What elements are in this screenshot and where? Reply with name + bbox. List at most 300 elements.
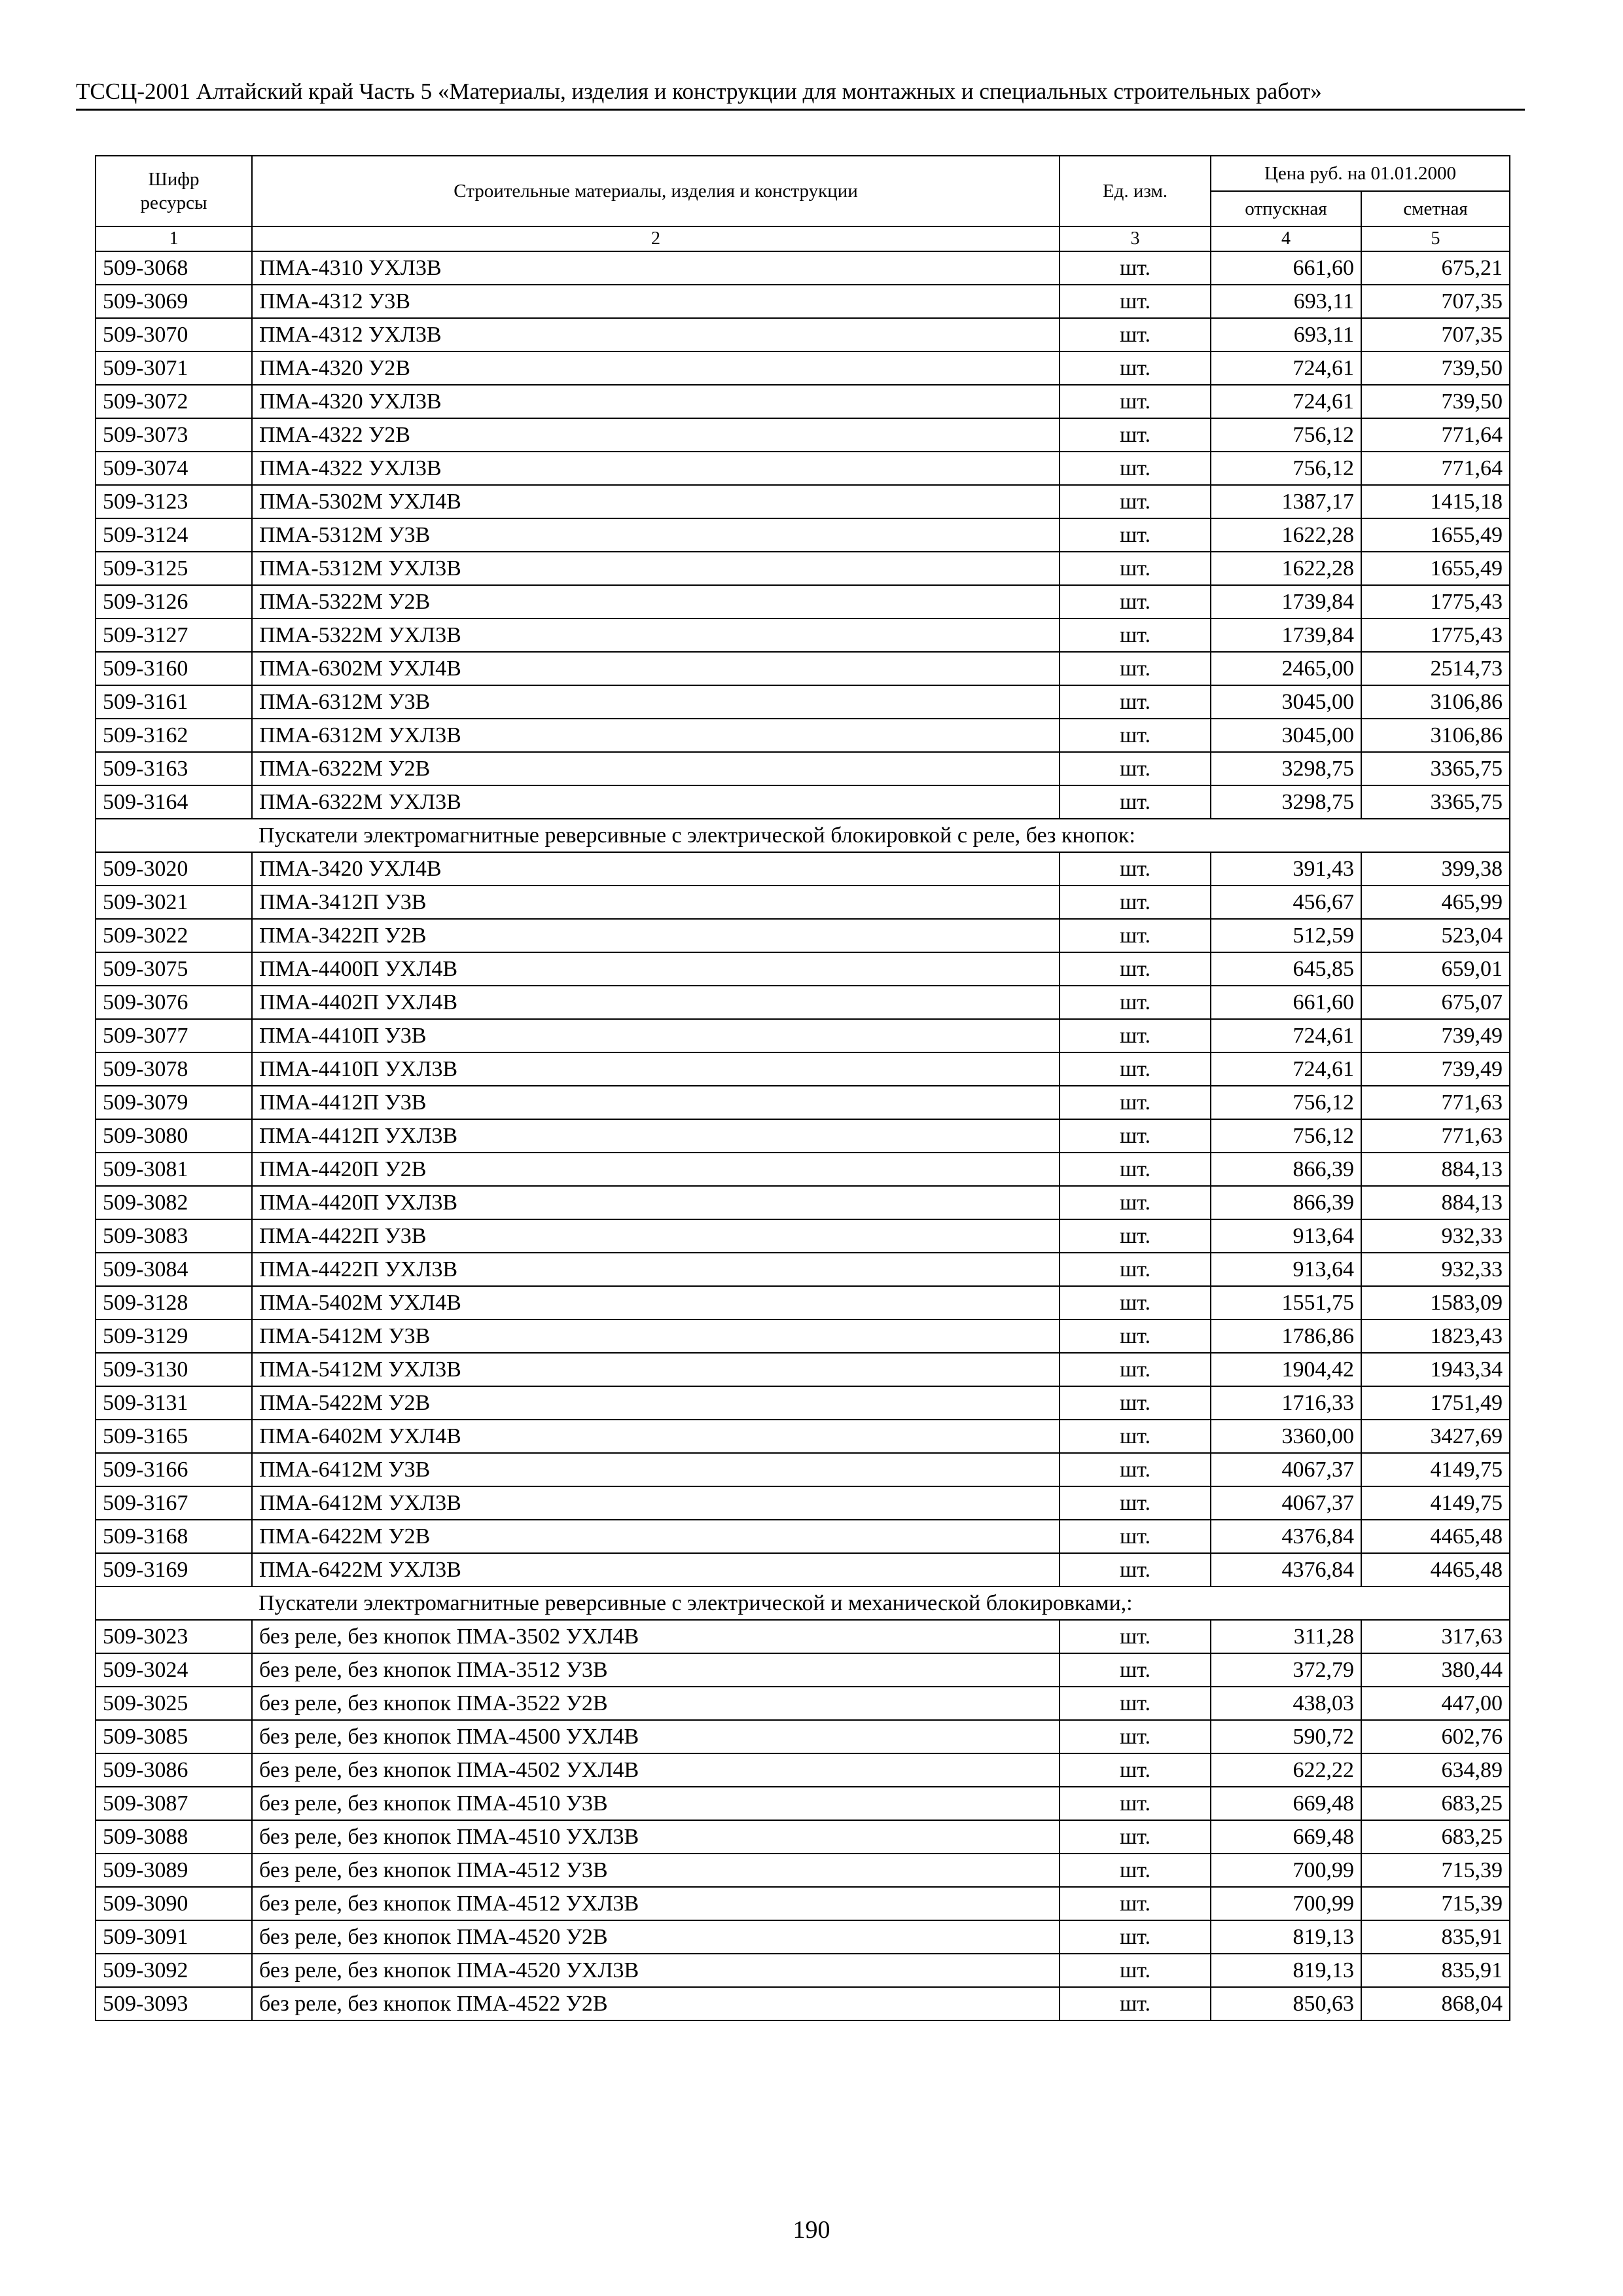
table-row: [96, 485, 1510, 518]
unit-cell: шт.: [1060, 1653, 1211, 1687]
material-name: без реле, без кнопок ПМА-4522 У2В: [252, 1987, 1060, 2020]
unit-cell: шт.: [1060, 919, 1211, 952]
col-header-price-estimate: сметная: [1361, 191, 1510, 226]
price-estimate: 932,33: [1361, 1253, 1510, 1286]
price-estimate: 683,25: [1361, 1787, 1510, 1820]
resource-code: 509-3086: [96, 1753, 252, 1787]
price-release: 1716,33: [1211, 1386, 1361, 1420]
table-row: [96, 1954, 1510, 1987]
table-row: [96, 1219, 1510, 1253]
price-release: 3298,75: [1211, 785, 1361, 819]
price-table: [95, 155, 1510, 2021]
price-estimate: 932,33: [1361, 1219, 1510, 1253]
table-row: [96, 1620, 1510, 1653]
price-estimate: 1775,43: [1361, 585, 1510, 619]
material-name: ПМА-5412М У3В: [252, 1319, 1060, 1353]
resource-code: 509-3020: [96, 852, 252, 886]
table-row: [96, 1286, 1510, 1319]
material-name: ПМА-4320 У2В: [252, 351, 1060, 385]
material-name: ПМА-4410П У3В: [252, 1019, 1060, 1052]
price-release: 669,48: [1211, 1820, 1361, 1854]
resource-code: 509-3088: [96, 1820, 252, 1854]
price-estimate: 884,13: [1361, 1186, 1510, 1219]
unit-cell: шт.: [1060, 485, 1211, 518]
col-header-code: Шифр ресурсы: [96, 156, 252, 226]
resource-code: 509-3084: [96, 1253, 252, 1286]
table-row: [96, 351, 1510, 385]
price-release: 4067,37: [1211, 1453, 1361, 1486]
price-estimate: 1943,34: [1361, 1353, 1510, 1386]
resource-code: 509-3023: [96, 1620, 252, 1653]
resource-code: 509-3091: [96, 1920, 252, 1954]
table-row: [96, 1086, 1510, 1119]
price-release: 3298,75: [1211, 752, 1361, 785]
price-release: 700,99: [1211, 1854, 1361, 1887]
price-estimate: 739,50: [1361, 351, 1510, 385]
resource-code: 509-3070: [96, 318, 252, 351]
page-number: 190: [793, 2216, 830, 2244]
price-estimate: 675,21: [1361, 251, 1510, 285]
unit-cell: шт.: [1060, 585, 1211, 619]
material-name: ПМА-6402М УХЛ4В: [252, 1420, 1060, 1453]
table-row: [96, 1653, 1510, 1687]
material-name: без реле, без кнопок ПМА-4510 УХЛ3В: [252, 1820, 1060, 1854]
resource-code: 509-3161: [96, 685, 252, 719]
resource-code: 509-3083: [96, 1219, 252, 1253]
section-heading: Пускатели электромагнитные реверсивные с электрической блокировкой с реле, без кнопок:: [96, 819, 1510, 852]
material-name: ПМА-4312 УХЛ3В: [252, 318, 1060, 351]
price-release: 700,99: [1211, 1887, 1361, 1920]
unit-cell: шт.: [1060, 251, 1211, 285]
material-name: ПМА-4420П УХЛ3В: [252, 1186, 1060, 1219]
price-release: 756,12: [1211, 1086, 1361, 1119]
price-release: 913,64: [1211, 1219, 1361, 1253]
col-number: 5: [1361, 226, 1510, 251]
resource-code: 509-3085: [96, 1720, 252, 1753]
price-estimate: 1655,49: [1361, 552, 1510, 585]
resource-code: 509-3024: [96, 1653, 252, 1687]
unit-cell: шт.: [1060, 1153, 1211, 1186]
table-row: [96, 619, 1510, 652]
table-row: [96, 1386, 1510, 1420]
price-release: 819,13: [1211, 1920, 1361, 1954]
price-estimate: 739,49: [1361, 1052, 1510, 1086]
resource-code: 509-3165: [96, 1420, 252, 1453]
price-release: 4067,37: [1211, 1486, 1361, 1520]
price-release: 1904,42: [1211, 1353, 1361, 1386]
material-name: ПМА-4322 У2В: [252, 418, 1060, 452]
table-row: [96, 1720, 1510, 1753]
material-name: без реле, без кнопок ПМА-4502 УХЛ4В: [252, 1753, 1060, 1787]
material-name: ПМА-4412П У3В: [252, 1086, 1060, 1119]
unit-cell: шт.: [1060, 1052, 1211, 1086]
material-name: ПМА-5402М УХЛ4В: [252, 1286, 1060, 1319]
material-name: ПМА-3422П У2В: [252, 919, 1060, 952]
resource-code: 509-3076: [96, 986, 252, 1019]
material-name: ПМА-6322М У2В: [252, 752, 1060, 785]
material-name: ПМА-4412П УХЛ3В: [252, 1119, 1060, 1153]
material-name: ПМА-4320 УХЛ3В: [252, 385, 1060, 418]
unit-cell: шт.: [1060, 1954, 1211, 1987]
table-row: [96, 285, 1510, 318]
resource-code: 509-3167: [96, 1486, 252, 1520]
price-estimate: 675,07: [1361, 986, 1510, 1019]
unit-cell: шт.: [1060, 952, 1211, 986]
table-row: [96, 652, 1510, 685]
price-estimate: 523,04: [1361, 919, 1510, 952]
price-estimate: 602,76: [1361, 1720, 1510, 1753]
unit-cell: шт.: [1060, 719, 1211, 752]
material-name: ПМА-5312М У3В: [252, 518, 1060, 552]
price-release: 3045,00: [1211, 719, 1361, 752]
price-release: 866,39: [1211, 1186, 1361, 1219]
table-row: [96, 385, 1510, 418]
table-row: [96, 1019, 1510, 1052]
col-header-price-release: отпускная: [1211, 191, 1361, 226]
price-release: 3045,00: [1211, 685, 1361, 719]
price-release: 4376,84: [1211, 1553, 1361, 1587]
price-estimate: 771,63: [1361, 1086, 1510, 1119]
price-release: 819,13: [1211, 1954, 1361, 1987]
price-release: 311,28: [1211, 1620, 1361, 1653]
price-release: 724,61: [1211, 385, 1361, 418]
material-name: ПМА-4410П УХЛ3В: [252, 1052, 1060, 1086]
resource-code: 509-3025: [96, 1687, 252, 1720]
price-release: 1551,75: [1211, 1286, 1361, 1319]
price-release: 724,61: [1211, 351, 1361, 385]
unit-cell: шт.: [1060, 1553, 1211, 1587]
price-release: 756,12: [1211, 1119, 1361, 1153]
unit-cell: шт.: [1060, 1520, 1211, 1553]
resource-code: 509-3163: [96, 752, 252, 785]
material-name: ПМА-6312М УХЛ3В: [252, 719, 1060, 752]
price-release: 1739,84: [1211, 585, 1361, 619]
col-number: 3: [1060, 226, 1211, 251]
resource-code: 509-3125: [96, 552, 252, 585]
price-estimate: 707,35: [1361, 285, 1510, 318]
material-name: ПМА-5322М УХЛ3В: [252, 619, 1060, 652]
unit-cell: шт.: [1060, 1186, 1211, 1219]
material-name: ПМА-5322М У2В: [252, 585, 1060, 619]
resource-code: 509-3126: [96, 585, 252, 619]
material-name: ПМА-4310 УХЛ3В: [252, 251, 1060, 285]
price-release: 590,72: [1211, 1720, 1361, 1753]
resource-code: 509-3072: [96, 385, 252, 418]
resource-code: 509-3079: [96, 1086, 252, 1119]
material-name: ПМА-6412М УХЛ3В: [252, 1486, 1060, 1520]
price-release: 1622,28: [1211, 518, 1361, 552]
table-row: [96, 1253, 1510, 1286]
table-row: [96, 1186, 1510, 1219]
material-name: ПМА-5422М У2В: [252, 1386, 1060, 1420]
unit-cell: шт.: [1060, 418, 1211, 452]
resource-code: 509-3071: [96, 351, 252, 385]
price-estimate: 4465,48: [1361, 1553, 1510, 1587]
price-release: 4376,84: [1211, 1520, 1361, 1553]
table-row: [96, 585, 1510, 619]
table-row: [96, 852, 1510, 886]
price-estimate: 739,49: [1361, 1019, 1510, 1052]
table-row: [96, 685, 1510, 719]
material-name: ПМА-4422П УХЛ3В: [252, 1253, 1060, 1286]
material-name: без реле, без кнопок ПМА-4520 УХЛ3В: [252, 1954, 1060, 1987]
price-estimate: 771,64: [1361, 452, 1510, 485]
price-estimate: 4465,48: [1361, 1520, 1510, 1553]
table-row: [96, 1453, 1510, 1486]
section-heading: Пускатели электромагнитные реверсивные с электрической и механической блокировками,:: [96, 1587, 1510, 1620]
price-estimate: 4149,75: [1361, 1453, 1510, 1486]
unit-cell: шт.: [1060, 1854, 1211, 1887]
material-name: без реле, без кнопок ПМА-3512 У3В: [252, 1653, 1060, 1687]
material-name: без реле, без кнопок ПМА-3522 У2В: [252, 1687, 1060, 1720]
price-release: 645,85: [1211, 952, 1361, 986]
unit-cell: шт.: [1060, 1453, 1211, 1486]
table-row: [96, 1854, 1510, 1887]
unit-cell: шт.: [1060, 1486, 1211, 1520]
price-release: 372,79: [1211, 1653, 1361, 1687]
price-release: 693,11: [1211, 318, 1361, 351]
unit-cell: шт.: [1060, 1987, 1211, 2020]
unit-cell: шт.: [1060, 986, 1211, 1019]
material-name: без реле, без кнопок ПМА-4500 УХЛ4В: [252, 1720, 1060, 1753]
resource-code: 509-3166: [96, 1453, 252, 1486]
price-estimate: 3365,75: [1361, 785, 1510, 819]
price-estimate: 1751,49: [1361, 1386, 1510, 1420]
price-estimate: 659,01: [1361, 952, 1510, 986]
page-header: ТССЦ-2001 Алтайский край Часть 5 «Материалы, изделия и конструкции для монтажных и специальных строительных работ»: [76, 77, 1525, 111]
table-row: [96, 1119, 1510, 1153]
resource-code: 509-3090: [96, 1887, 252, 1920]
table-row: [96, 1052, 1510, 1086]
price-estimate: 835,91: [1361, 1920, 1510, 1954]
table-row: [96, 452, 1510, 485]
material-name: без реле, без кнопок ПМА-3502 УХЛ4В: [252, 1620, 1060, 1653]
material-name: без реле, без кнопок ПМА-4512 У3В: [252, 1854, 1060, 1887]
table-row: [96, 1687, 1510, 1720]
col-number: 4: [1211, 226, 1361, 251]
price-estimate: 380,44: [1361, 1653, 1510, 1687]
table-row: [96, 1353, 1510, 1386]
price-release: 1622,28: [1211, 552, 1361, 585]
resource-code: 509-3127: [96, 619, 252, 652]
price-release: 661,60: [1211, 986, 1361, 1019]
material-name: ПМА-6322М УХЛ3В: [252, 785, 1060, 819]
table-row: [96, 1520, 1510, 1553]
price-estimate: 399,38: [1361, 852, 1510, 886]
price-release: 3360,00: [1211, 1420, 1361, 1453]
material-name: ПМА-6302М УХЛ4В: [252, 652, 1060, 685]
unit-cell: шт.: [1060, 1687, 1211, 1720]
price-release: 866,39: [1211, 1153, 1361, 1186]
unit-cell: шт.: [1060, 1753, 1211, 1787]
resource-code: 509-3162: [96, 719, 252, 752]
table-row: [96, 1887, 1510, 1920]
table-body: [96, 251, 1510, 2020]
price-release: 756,12: [1211, 452, 1361, 485]
resource-code: 509-3123: [96, 485, 252, 518]
table-row: [96, 1787, 1510, 1820]
table-row: [96, 1319, 1510, 1353]
unit-cell: шт.: [1060, 318, 1211, 351]
price-estimate: 1583,09: [1361, 1286, 1510, 1319]
table-row: [96, 1153, 1510, 1186]
unit-cell: шт.: [1060, 552, 1211, 585]
material-name: без реле, без кнопок ПМА-4520 У2В: [252, 1920, 1060, 1954]
price-estimate: 1823,43: [1361, 1319, 1510, 1353]
resource-code: 509-3087: [96, 1787, 252, 1820]
unit-cell: шт.: [1060, 452, 1211, 485]
material-name: ПМА-3412П У3В: [252, 886, 1060, 919]
table-row: [96, 952, 1510, 986]
resource-code: 509-3089: [96, 1854, 252, 1887]
unit-cell: шт.: [1060, 886, 1211, 919]
material-name: ПМА-6422М У2В: [252, 1520, 1060, 1553]
price-release: 2465,00: [1211, 652, 1361, 685]
unit-cell: шт.: [1060, 1887, 1211, 1920]
unit-cell: шт.: [1060, 285, 1211, 318]
price-release: 850,63: [1211, 1987, 1361, 2020]
table-row: [96, 1420, 1510, 1453]
unit-cell: шт.: [1060, 1420, 1211, 1453]
material-name: ПМА-4420П У2В: [252, 1153, 1060, 1186]
unit-cell: шт.: [1060, 385, 1211, 418]
resource-code: 509-3069: [96, 285, 252, 318]
table-row: [96, 418, 1510, 452]
price-estimate: 715,39: [1361, 1887, 1510, 1920]
price-release: 1387,17: [1211, 485, 1361, 518]
table-row: [96, 919, 1510, 952]
price-release: 622,22: [1211, 1753, 1361, 1787]
table-row: [96, 518, 1510, 552]
unit-cell: шт.: [1060, 685, 1211, 719]
price-estimate: 317,63: [1361, 1620, 1510, 1653]
price-release: 724,61: [1211, 1052, 1361, 1086]
col-number: 2: [252, 226, 1060, 251]
material-name: ПМА-4312 У3В: [252, 285, 1060, 318]
price-estimate: 868,04: [1361, 1987, 1510, 2020]
table-header: [96, 156, 1510, 251]
price-release: 512,59: [1211, 919, 1361, 952]
unit-cell: шт.: [1060, 619, 1211, 652]
table-row: [96, 552, 1510, 585]
price-estimate: 634,89: [1361, 1753, 1510, 1787]
price-release: 391,43: [1211, 852, 1361, 886]
price-estimate: 1655,49: [1361, 518, 1510, 552]
material-name: ПМА-4422П У3В: [252, 1219, 1060, 1253]
unit-cell: шт.: [1060, 785, 1211, 819]
table-row: [96, 1553, 1510, 1587]
material-name: ПМА-4400П УХЛ4В: [252, 952, 1060, 986]
unit-cell: шт.: [1060, 1620, 1211, 1653]
price-estimate: 447,00: [1361, 1687, 1510, 1720]
col-header-unit: Ед. изм.: [1060, 156, 1211, 226]
section-heading-row: [96, 1587, 1510, 1620]
unit-cell: шт.: [1060, 1219, 1211, 1253]
table-row: [96, 1486, 1510, 1520]
price-release: 913,64: [1211, 1253, 1361, 1286]
table-row: [96, 1987, 1510, 2020]
col-header-name: Строительные материалы, изделия и конструкции: [252, 156, 1060, 226]
resource-code: 509-3080: [96, 1119, 252, 1153]
material-name: ПМА-4402П УХЛ4В: [252, 986, 1060, 1019]
price-estimate: 715,39: [1361, 1854, 1510, 1887]
table-row: [96, 251, 1510, 285]
table-row: [96, 1920, 1510, 1954]
resource-code: 509-3160: [96, 652, 252, 685]
material-name: ПМА-5312М УХЛ3В: [252, 552, 1060, 585]
resource-code: 509-3168: [96, 1520, 252, 1553]
price-release: 438,03: [1211, 1687, 1361, 1720]
material-name: ПМА-5302М УХЛ4В: [252, 485, 1060, 518]
resource-code: 509-3021: [96, 886, 252, 919]
unit-cell: шт.: [1060, 1720, 1211, 1753]
table-row: [96, 719, 1510, 752]
price-estimate: 1415,18: [1361, 485, 1510, 518]
price-estimate: 3427,69: [1361, 1420, 1510, 1453]
price-estimate: 683,25: [1361, 1820, 1510, 1854]
unit-cell: шт.: [1060, 1787, 1211, 1820]
price-estimate: 4149,75: [1361, 1486, 1510, 1520]
price-estimate: 1775,43: [1361, 619, 1510, 652]
resource-code: 509-3169: [96, 1553, 252, 1587]
resource-code: 509-3131: [96, 1386, 252, 1420]
price-release: 669,48: [1211, 1787, 1361, 1820]
price-estimate: 707,35: [1361, 318, 1510, 351]
material-name: ПМА-5412М УХЛ3В: [252, 1353, 1060, 1386]
unit-cell: шт.: [1060, 1119, 1211, 1153]
price-estimate: 884,13: [1361, 1153, 1510, 1186]
resource-code: 509-3077: [96, 1019, 252, 1052]
unit-cell: шт.: [1060, 1286, 1211, 1319]
resource-code: 509-3081: [96, 1153, 252, 1186]
price-estimate: 3106,86: [1361, 685, 1510, 719]
price-estimate: 3365,75: [1361, 752, 1510, 785]
section-heading-row: [96, 819, 1510, 852]
unit-cell: шт.: [1060, 518, 1211, 552]
resource-code: 509-3078: [96, 1052, 252, 1086]
unit-cell: шт.: [1060, 1319, 1211, 1353]
resource-code: 509-3164: [96, 785, 252, 819]
price-release: 693,11: [1211, 285, 1361, 318]
table-row: [96, 318, 1510, 351]
price-release: 1786,86: [1211, 1319, 1361, 1353]
table-row: [96, 1820, 1510, 1854]
col-header-price-group: Цена руб. на 01.01.2000: [1211, 156, 1510, 191]
resource-code: 509-3092: [96, 1954, 252, 1987]
price-estimate: 739,50: [1361, 385, 1510, 418]
price-estimate: 835,91: [1361, 1954, 1510, 1987]
resource-code: 509-3022: [96, 919, 252, 952]
price-estimate: 771,64: [1361, 418, 1510, 452]
unit-cell: шт.: [1060, 1386, 1211, 1420]
unit-cell: шт.: [1060, 752, 1211, 785]
resource-code: 509-3075: [96, 952, 252, 986]
unit-cell: шт.: [1060, 852, 1211, 886]
resource-code: 509-3082: [96, 1186, 252, 1219]
resource-code: 509-3093: [96, 1987, 252, 2020]
price-estimate: 771,63: [1361, 1119, 1510, 1153]
unit-cell: шт.: [1060, 1820, 1211, 1854]
unit-cell: шт.: [1060, 1253, 1211, 1286]
resource-code: 509-3130: [96, 1353, 252, 1386]
resource-code: 509-3073: [96, 418, 252, 452]
price-estimate: 2514,73: [1361, 652, 1510, 685]
price-estimate: 465,99: [1361, 886, 1510, 919]
col-number: 1: [96, 226, 252, 251]
price-release: 756,12: [1211, 418, 1361, 452]
resource-code: 509-3068: [96, 251, 252, 285]
table-row: [96, 785, 1510, 819]
